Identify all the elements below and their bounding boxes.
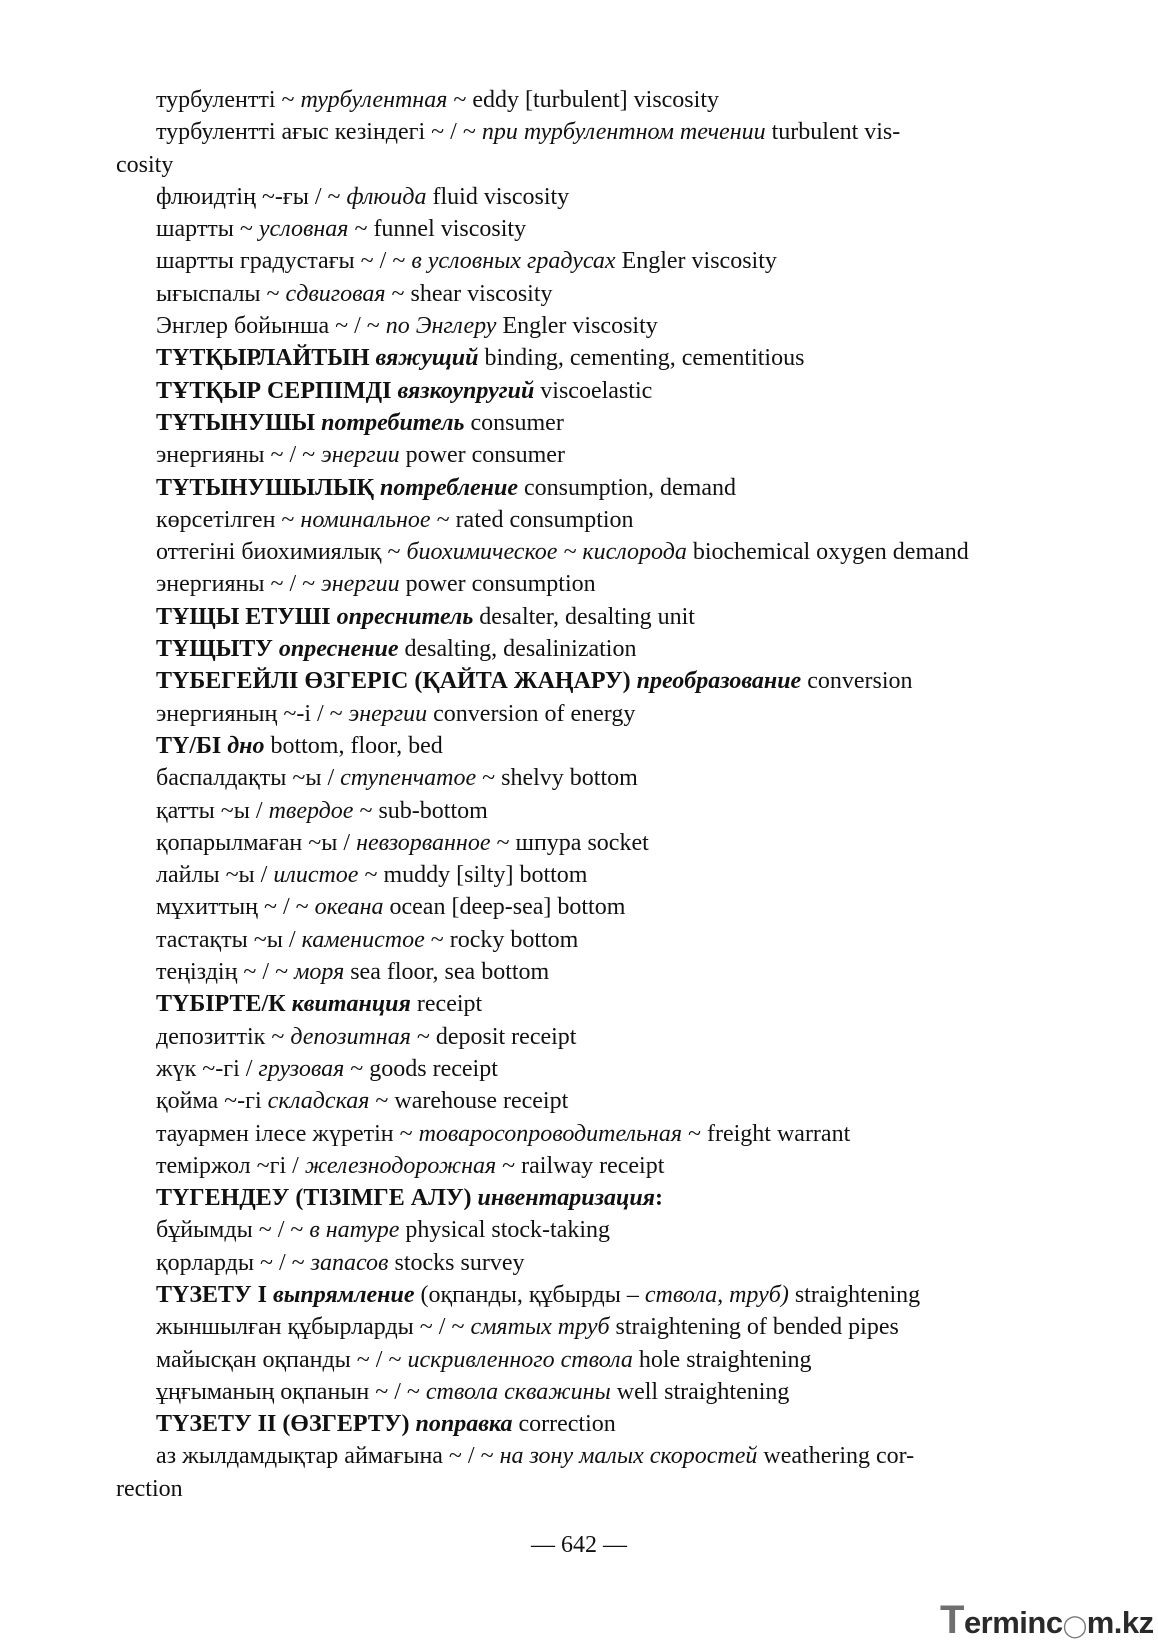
text-segment: receipt	[410, 991, 483, 1018]
entry-line	[116, 278, 1012, 310]
continuation-line	[116, 1473, 1012, 1505]
text-segment: binding, cementing, cementitious	[478, 345, 805, 372]
text-segment: оттегіні биохимиялық ~	[156, 539, 407, 566]
text-segment: ~ sub-bottom	[353, 797, 488, 824]
text-segment: well straightening	[610, 1378, 790, 1405]
entry-line	[116, 1344, 1012, 1376]
entry-line	[116, 827, 1012, 859]
text-segment: desalting, desalinization	[398, 636, 637, 663]
text-segment: теміржол ~гі /	[156, 1152, 305, 1179]
text-segment: депозиттік ~	[156, 1023, 291, 1050]
text-segment: ~ rocky bottom	[424, 926, 579, 953]
russian-term: в условных градусах	[411, 248, 616, 275]
russian-term: при турбулентном течении	[481, 119, 766, 146]
russian-term: твердое	[268, 797, 354, 824]
entry-line	[116, 601, 1012, 633]
russian-term: ствола, труб)	[644, 1281, 789, 1308]
text-segment: ~ goods receipt	[344, 1055, 498, 1082]
entry-line	[116, 1408, 1012, 1440]
entry-line	[116, 84, 1012, 116]
text-segment: ұңғыманың оқпанын ~ / ~	[156, 1378, 426, 1405]
text-segment: қойма ~-гі	[156, 1088, 268, 1115]
text-segment: turbulent vis-	[765, 119, 901, 146]
text-segment: ~ shear viscosity	[385, 280, 553, 307]
headword: ТҰТЫНУШЫЛЫҚ	[156, 474, 380, 501]
russian-term: ступенчатое	[340, 765, 477, 792]
russian-term: депозитная	[290, 1023, 411, 1050]
text-segment: ~ muddy [silty] bottom	[358, 862, 588, 889]
text-segment: ~ funnel viscosity	[348, 216, 527, 243]
entry-line	[116, 1440, 1012, 1472]
text-segment: аз жылдамдықтар аймағына ~ / ~	[156, 1443, 500, 1470]
text-segment: weathering cor-	[757, 1443, 915, 1470]
text-segment: Engler viscosity	[496, 313, 658, 340]
russian-term: условная	[258, 216, 349, 243]
text-segment: viscoelastic	[534, 377, 653, 404]
text-segment: тауармен ілесе жүретін ~	[156, 1120, 419, 1147]
text-segment: қатты ~ы /	[156, 797, 269, 824]
russian-term: запасов	[310, 1249, 389, 1276]
text-segment: straightening of bended pipes	[609, 1314, 899, 1341]
text-segment: ~ rated consumption	[430, 506, 634, 533]
russian-term: в натуре	[309, 1217, 400, 1244]
entry-line	[116, 1182, 1012, 1214]
text-segment: лайлы ~ы /	[156, 862, 274, 889]
text-segment: қорларды ~ / ~	[156, 1249, 311, 1276]
text-segment: ~ railway receipt	[496, 1152, 665, 1179]
entry-line	[116, 568, 1012, 600]
text-segment: турбулентті ағыс кезіндегі ~ / ~	[156, 119, 482, 146]
text-segment: hole straightening	[632, 1346, 812, 1373]
logo-text-a: erminc	[963, 1605, 1063, 1640]
text-segment: conversion of energy	[427, 700, 636, 727]
text-segment: теңіздің ~ / ~	[156, 959, 295, 986]
entry-line	[116, 698, 1012, 730]
entry-line	[116, 536, 1012, 568]
headword: ТҮ/БІ	[156, 732, 228, 759]
text-segment: Engler viscosity	[615, 248, 777, 275]
entry-line	[116, 472, 1012, 504]
headword-russian: выпрямление	[272, 1281, 415, 1308]
magnifier-icon: ◯	[1062, 1613, 1087, 1638]
russian-term: илистое	[273, 862, 359, 889]
text-segment: conversion	[801, 668, 913, 695]
text-segment: баспалдақты ~ы /	[156, 765, 341, 792]
entry-line	[116, 859, 1012, 891]
headword: ТҰЩЫТУ	[156, 636, 279, 663]
russian-term: складская	[267, 1088, 370, 1115]
headword-russian: опреснитель	[336, 603, 474, 630]
entry-line	[116, 1150, 1012, 1182]
headword-russian: поправка	[415, 1411, 513, 1438]
russian-term: энергии	[321, 442, 400, 469]
text-segment: biochemical oxygen demand	[686, 539, 969, 566]
headword: ТҰТЫНУШЫ	[156, 409, 322, 436]
text-segment: энергияны ~ / ~	[156, 571, 322, 598]
text-segment: sea floor, sea bottom	[344, 959, 550, 986]
dictionary-text	[116, 84, 1012, 1505]
entry-line	[116, 1021, 1012, 1053]
text-segment: турбулентті ~	[156, 87, 301, 113]
entry-line	[116, 891, 1012, 923]
entry-line	[116, 245, 1012, 277]
russian-term: невзорванное	[356, 829, 491, 856]
entry-line	[116, 633, 1012, 665]
text-segment: ~ шпура socket	[490, 829, 649, 856]
text-segment: шартты градустағы ~ / ~	[156, 248, 412, 275]
russian-term: на зону малых скоростей	[499, 1443, 758, 1470]
text-segment: fluid viscosity	[426, 183, 570, 210]
entry-line	[116, 956, 1012, 988]
text-segment: ығыспалы ~	[156, 280, 286, 307]
text-segment: bottom, floor, bed	[264, 732, 443, 759]
text-segment: ~ warehouse receipt	[369, 1088, 569, 1115]
russian-term: номинальное	[300, 506, 431, 533]
text-segment: майысқан оқпанды ~ / ~	[156, 1346, 408, 1373]
entry-line	[116, 1053, 1012, 1085]
russian-term: смятых труб	[470, 1314, 610, 1341]
text-segment: consumer	[464, 409, 564, 436]
text-segment: ~ shelvy bottom	[476, 765, 638, 792]
entry-line	[116, 310, 1012, 342]
headword-russian: вязкоупругий	[397, 377, 535, 404]
entry-line	[116, 1214, 1012, 1246]
entry-line	[116, 407, 1012, 439]
headword-russian: потребление	[379, 474, 518, 501]
text-segment: ~ eddy [turbulent] viscosity	[447, 87, 719, 113]
headword: ТҰТҚЫР СЕРПІМДІ	[156, 377, 398, 404]
headword-russian: дно	[227, 732, 265, 759]
russian-term: искривленного ствола	[407, 1346, 633, 1373]
russian-term: моря	[294, 959, 345, 986]
text-segment: physical stock-taking	[399, 1217, 611, 1244]
russian-term: железнодорожная	[304, 1152, 497, 1179]
text-segment: мұхиттың ~ / ~	[156, 894, 315, 921]
russian-term: грузовая	[258, 1055, 345, 1082]
text-segment: (оқпанды, құбырды –	[414, 1281, 645, 1308]
text-segment: rection	[116, 1475, 183, 1502]
text-segment: consumption, demand	[518, 474, 736, 501]
entry-line	[116, 375, 1012, 407]
headword: ТҮБЕГЕЙЛІ ӨЗГЕРІС (ҚАЙТА ЖАҢАРУ)	[156, 668, 637, 695]
headword-russian: инвентаризация	[477, 1185, 656, 1212]
entry-line	[116, 504, 1012, 536]
russian-term: океана	[314, 894, 384, 921]
russian-term: сдвиговая	[285, 280, 386, 307]
russian-term: по Энглеру	[385, 313, 497, 340]
russian-term: биохимическое ~ кислорода	[406, 539, 687, 566]
text-segment: шартты ~	[156, 216, 259, 243]
entry-line	[116, 213, 1012, 245]
entry-line	[116, 730, 1012, 762]
entry-line	[116, 181, 1012, 213]
headword-russian: потребитель	[321, 409, 465, 436]
entry-line	[116, 439, 1012, 471]
russian-term: энергии	[321, 571, 400, 598]
entry-line	[116, 1376, 1012, 1408]
entry-line	[116, 795, 1012, 827]
text-segment: ~ freight warrant	[682, 1120, 851, 1147]
text-segment: флюидтің ~-ғы / ~	[156, 183, 347, 210]
entry-line	[116, 665, 1012, 697]
headword-russian: опреснение	[278, 636, 399, 663]
headword-russian: вяжущий	[375, 345, 479, 372]
entry-line	[116, 1085, 1012, 1117]
headword-russian: квитанция	[291, 991, 411, 1018]
headword: ТҰЩЫ ЕТУШІ	[156, 603, 337, 630]
text-segment: cosity	[116, 151, 174, 178]
continuation-line	[116, 149, 1012, 181]
russian-term: ствола скважины	[425, 1378, 611, 1405]
entry-line	[116, 762, 1012, 794]
text-segment: stocks survey	[388, 1249, 525, 1276]
headword: ТҮЗЕТУ I	[156, 1281, 273, 1308]
text-segment: ocean [deep-sea] bottom	[383, 894, 626, 921]
text-segment: power consumption	[399, 571, 596, 598]
text-segment: Энглер бойынша ~ / ~	[156, 313, 386, 340]
text-segment: ~ deposit receipt	[410, 1023, 577, 1050]
text-segment: жүк ~-гі /	[156, 1055, 259, 1082]
entry-line	[116, 1311, 1012, 1343]
headword: ТҮЗЕТУ II (ӨЗГЕРТУ)	[156, 1411, 416, 1438]
entry-line	[116, 116, 1012, 148]
entry-line	[116, 342, 1012, 374]
headword: :	[655, 1185, 664, 1212]
russian-term: флюида	[346, 183, 427, 210]
entry-line	[116, 1247, 1012, 1279]
text-segment: қопарылмаған ~ы /	[156, 829, 357, 856]
text-segment: жыншылған құбырларды ~ / ~	[156, 1314, 471, 1341]
text-segment: энергияның ~-і / ~	[156, 700, 349, 727]
entry-line	[116, 924, 1012, 956]
russian-term: каменистое	[301, 926, 425, 953]
text-segment: desalter, desalting unit	[473, 603, 695, 630]
logo-letter-t: T	[940, 1598, 964, 1642]
text-segment: тастақты ~ы /	[156, 926, 302, 953]
text-segment: бұйымды ~ / ~	[156, 1217, 310, 1244]
headword: ТҮГЕНДЕУ (ТІЗІМГЕ АЛУ)	[156, 1185, 478, 1212]
headword: ТҮБІРТЕ/К	[156, 991, 292, 1018]
russian-term: товаросопроводительная	[418, 1120, 682, 1147]
russian-term: энергии	[348, 700, 428, 727]
text-segment: энергияны ~ / ~	[156, 442, 322, 469]
text-segment: power consumer	[399, 442, 565, 469]
text-segment: correction	[512, 1411, 616, 1438]
page-number: — 642 —	[531, 1532, 627, 1558]
entry-line	[116, 988, 1012, 1020]
text-segment: көрсетілген ~	[156, 506, 301, 533]
entry-line	[116, 1118, 1012, 1150]
termincom-watermark-logo	[940, 1598, 1154, 1643]
entry-line	[116, 1279, 1012, 1311]
logo-text-b: m.kz	[1086, 1605, 1154, 1640]
headword: ТҰТҚЫРЛАЙТЫН	[156, 345, 376, 372]
text-segment: straightening	[788, 1281, 921, 1308]
headword-russian: преобразование	[636, 668, 802, 695]
russian-term: турбулентная	[300, 87, 448, 113]
